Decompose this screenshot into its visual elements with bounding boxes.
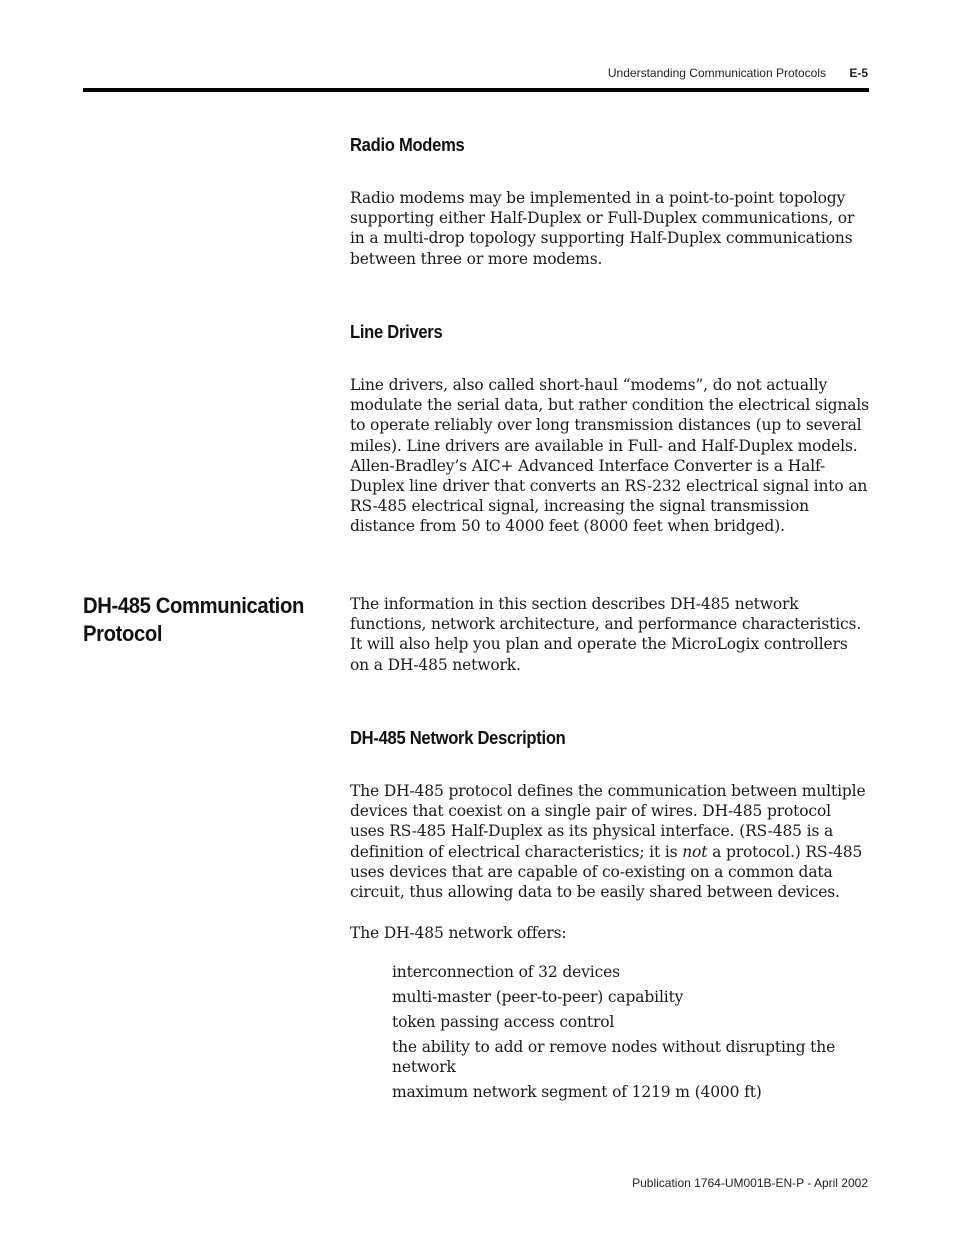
radio-modems-heading: Radio Modems bbox=[350, 135, 465, 155]
dh485-network-description-body bbox=[350, 781, 870, 902]
list-item: the ability to add or remove nodes without disrupting the network bbox=[392, 1038, 836, 1076]
desc-text-2: a protocol.) RS-485 uses devices that are capable of co-existing on a common data circuit, thus allowing data to be easily shared between devices. bbox=[350, 842, 863, 902]
radio-modems-body: Radio modems may be implemented in a point-to-point topology supporting either Half-Duplex or Full-Duplex communications, or in a multi-drop topology supporting Half-Duplex communications between three or more modems. bbox=[350, 189, 855, 268]
dh485-intro: The information in this section describes DH-485 network functions, network architecture, and performance characteristics. It will also help you plan and operate the MicroLogix controllers on a DH-485 network. bbox=[350, 595, 862, 674]
list-item: maximum network segment of 1219 m (4000 ft) bbox=[392, 1083, 762, 1101]
list-item: interconnection of 32 devices bbox=[392, 963, 620, 981]
desc-text-1: The DH-485 protocol defines the communication between multiple devices that coexist on a single pair of wires. DH-485 protocol uses RS-485 Half-Duplex as its physical interface. (RS-485 is a definition of electrical characteristics; it is bbox=[350, 782, 866, 861]
dh485-network-description-heading: DH-485 Network Description bbox=[350, 728, 566, 748]
desc-emphasis: not bbox=[682, 842, 708, 861]
header-rule bbox=[83, 88, 869, 92]
network-offers-intro: The DH-485 network offers: bbox=[350, 924, 567, 942]
line-drivers-body: Line drivers, also called short-haul “modems”, do not actually modulate the serial data, but rather condition the electrical signals to operate reliably over long transmission distances (up to several miles). Line drivers are available in Full- and Half-Duplex models. Allen-Bradley’s AIC+ Advanced Interface Converter is a Half-Duplex line driver that converts an RS-232 electrical signal into an RS-485 electrical signal, increasing the signal transmission distance from 50 to 4000 feet (8000 feet when bridged). bbox=[350, 376, 869, 536]
dh485-section-heading: DH-485 Communication Protocol bbox=[83, 593, 304, 646]
running-header-title: Understanding Communication Protocols bbox=[607, 66, 826, 80]
page-number: E-5 bbox=[849, 66, 868, 80]
publication-footer: Publication 1764-UM001B-EN-P - April 2002 bbox=[632, 1176, 868, 1190]
list-item: multi-master (peer-to-peer) capability bbox=[392, 988, 684, 1006]
line-drivers-heading: Line Drivers bbox=[350, 322, 443, 342]
network-offers-list bbox=[392, 962, 862, 1107]
list-item: token passing access control bbox=[392, 1013, 615, 1031]
